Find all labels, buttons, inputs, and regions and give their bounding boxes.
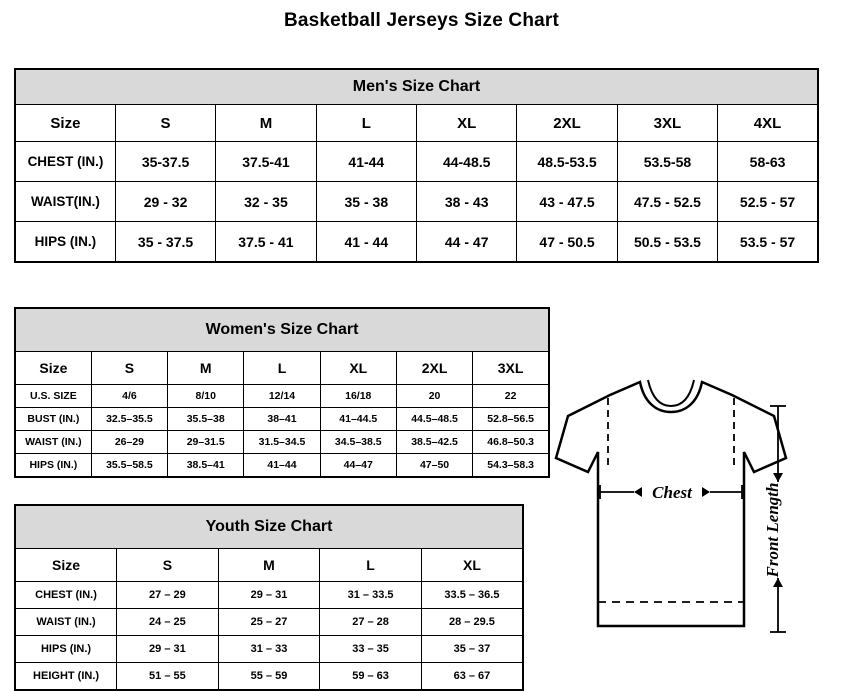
- column-header-m: M: [218, 549, 320, 582]
- cell-height-m: 55 – 59: [218, 663, 320, 691]
- jersey-outline-icon: [556, 382, 786, 626]
- cell-waist-3xl: 47.5 - 52.5: [617, 182, 717, 222]
- table-row: [15, 609, 523, 636]
- cell-bust-3xl: 52.8–56.5: [473, 408, 549, 431]
- table-row: [15, 69, 818, 105]
- row-label-hips: HIPS (IN.): [15, 454, 91, 478]
- cell-waist-m: 32 - 35: [216, 182, 316, 222]
- cell-hips-xl: 35 – 37: [421, 636, 523, 663]
- row-label-bust: BUST (IN.): [15, 408, 91, 431]
- cell-hips-3xl: 54.3–58.3: [473, 454, 549, 478]
- table-row: [15, 182, 818, 222]
- cell-bust-l: 38–41: [244, 408, 320, 431]
- column-header-3xl: 3XL: [617, 105, 717, 142]
- cell-us-size-xl: 16/18: [320, 385, 396, 408]
- table-row: [15, 454, 549, 478]
- cell-chest-3xl: 53.5-58: [617, 142, 717, 182]
- cell-hips-2xl: 47–50: [396, 454, 472, 478]
- cell-waist-xl: 28 – 29.5: [421, 609, 523, 636]
- cell-hips-m: 38.5–41: [168, 454, 244, 478]
- row-label-waist: WAIST (IN.): [15, 431, 91, 454]
- column-header-size: Size: [15, 105, 115, 142]
- womens-size-chart-table: [14, 307, 550, 478]
- cell-hips-xl: 44–47: [320, 454, 396, 478]
- womens-chart-title: Women's Size Chart: [15, 308, 549, 352]
- cell-hips-l: 41–44: [244, 454, 320, 478]
- cell-waist-2xl: 43 - 47.5: [517, 182, 617, 222]
- table-row: [15, 385, 549, 408]
- front-length-label: Front Length: [763, 482, 782, 578]
- cell-waist-m: 29–31.5: [168, 431, 244, 454]
- cell-bust-2xl: 44.5–48.5: [396, 408, 472, 431]
- cell-bust-s: 32.5–35.5: [91, 408, 167, 431]
- cell-waist-m: 25 – 27: [218, 609, 320, 636]
- cell-chest-m: 29 – 31: [218, 582, 320, 609]
- row-label-waist: WAIST (IN.): [15, 609, 117, 636]
- cell-chest-l: 31 – 33.5: [320, 582, 422, 609]
- table-row: [15, 142, 818, 182]
- cell-hips-l: 41 - 44: [316, 222, 416, 263]
- cell-us-size-s: 4/6: [91, 385, 167, 408]
- column-header-4xl: 4XL: [718, 105, 818, 142]
- column-header-l: L: [316, 105, 416, 142]
- column-header-m: M: [168, 352, 244, 385]
- cell-chest-4xl: 58-63: [718, 142, 818, 182]
- column-header-l: L: [244, 352, 320, 385]
- cell-waist-xl: 34.5–38.5: [320, 431, 396, 454]
- cell-hips-m: 37.5 - 41: [216, 222, 316, 263]
- table-row: [15, 408, 549, 431]
- table-row: [15, 431, 549, 454]
- cell-chest-xl: 44-48.5: [417, 142, 517, 182]
- row-label-waist: WAIST(IN.): [15, 182, 115, 222]
- youth-chart-title: Youth Size Chart: [15, 505, 523, 549]
- table-row: [15, 663, 523, 691]
- page-title: Basketball Jerseys Size Chart: [283, 10, 560, 31]
- column-header-xl: XL: [417, 105, 517, 142]
- table-row: [15, 352, 549, 385]
- column-header-size: Size: [15, 352, 91, 385]
- column-header-2xl: 2XL: [517, 105, 617, 142]
- sleeve-seam-dashed-lines: [608, 398, 734, 466]
- cell-waist-s: 26–29: [91, 431, 167, 454]
- jersey-measurement-diagram: [548, 340, 838, 670]
- cell-height-xl: 63 – 67: [421, 663, 523, 691]
- cell-us-size-2xl: 20: [396, 385, 472, 408]
- cell-waist-l: 31.5–34.5: [244, 431, 320, 454]
- cell-hips-s: 29 – 31: [117, 636, 219, 663]
- womens-size-chart-section: [14, 307, 550, 478]
- cell-waist-3xl: 46.8–50.3: [473, 431, 549, 454]
- chest-label: Chest: [652, 483, 692, 502]
- cell-height-s: 51 – 55: [117, 663, 219, 691]
- column-header-s: S: [115, 105, 215, 142]
- cell-waist-4xl: 52.5 - 57: [718, 182, 818, 222]
- table-row: [15, 308, 549, 352]
- row-label-height: HEIGHT (IN.): [15, 663, 117, 691]
- cell-hips-s: 35.5–58.5: [91, 454, 167, 478]
- column-header-3xl: 3XL: [473, 352, 549, 385]
- cell-hips-m: 31 – 33: [218, 636, 320, 663]
- jersey-collar-icon: [648, 380, 694, 406]
- column-header-xl: XL: [320, 352, 396, 385]
- youth-size-chart-section: [14, 504, 524, 691]
- table-row: [15, 582, 523, 609]
- cell-chest-s: 35-37.5: [115, 142, 215, 182]
- cell-chest-l: 41-44: [316, 142, 416, 182]
- cell-height-l: 59 – 63: [320, 663, 422, 691]
- column-header-m: M: [216, 105, 316, 142]
- cell-waist-l: 27 – 28: [320, 609, 422, 636]
- column-header-xl: XL: [421, 549, 523, 582]
- row-label-hips: HIPS (IN.): [15, 222, 115, 263]
- cell-hips-3xl: 50.5 - 53.5: [617, 222, 717, 263]
- cell-waist-2xl: 38.5–42.5: [396, 431, 472, 454]
- cell-hips-4xl: 53.5 - 57: [718, 222, 818, 263]
- cell-us-size-l: 12/14: [244, 385, 320, 408]
- cell-waist-s: 24 – 25: [117, 609, 219, 636]
- cell-bust-xl: 41–44.5: [320, 408, 396, 431]
- column-header-size: Size: [15, 549, 117, 582]
- youth-size-chart-table: [14, 504, 524, 691]
- cell-chest-s: 27 – 29: [117, 582, 219, 609]
- cell-hips-xl: 44 - 47: [417, 222, 517, 263]
- cell-waist-xl: 38 - 43: [417, 182, 517, 222]
- table-row: [15, 549, 523, 582]
- cell-chest-xl: 33.5 – 36.5: [421, 582, 523, 609]
- mens-chart-title: Men's Size Chart: [15, 69, 818, 105]
- cell-waist-s: 29 - 32: [115, 182, 215, 222]
- table-row: [15, 222, 818, 263]
- cell-us-size-3xl: 22: [473, 385, 549, 408]
- cell-bust-m: 35.5–38: [168, 408, 244, 431]
- cell-us-size-m: 8/10: [168, 385, 244, 408]
- column-header-s: S: [91, 352, 167, 385]
- cell-waist-l: 35 - 38: [316, 182, 416, 222]
- table-row: [15, 505, 523, 549]
- cell-hips-2xl: 47 - 50.5: [517, 222, 617, 263]
- table-row: [15, 105, 818, 142]
- cell-hips-l: 33 – 35: [320, 636, 422, 663]
- cell-chest-2xl: 48.5-53.5: [517, 142, 617, 182]
- column-header-l: L: [320, 549, 422, 582]
- cell-hips-s: 35 - 37.5: [115, 222, 215, 263]
- row-label-chest: CHEST (IN.): [15, 582, 117, 609]
- cell-chest-m: 37.5-41: [216, 142, 316, 182]
- mens-size-chart-table: [14, 68, 819, 263]
- row-label-chest: CHEST (IN.): [15, 142, 115, 182]
- row-label-us-size: U.S. SIZE: [15, 385, 91, 408]
- row-label-hips: HIPS (IN.): [15, 636, 117, 663]
- table-row: [15, 636, 523, 663]
- column-header-2xl: 2XL: [396, 352, 472, 385]
- column-header-s: S: [117, 549, 219, 582]
- mens-size-chart-section: [14, 68, 819, 263]
